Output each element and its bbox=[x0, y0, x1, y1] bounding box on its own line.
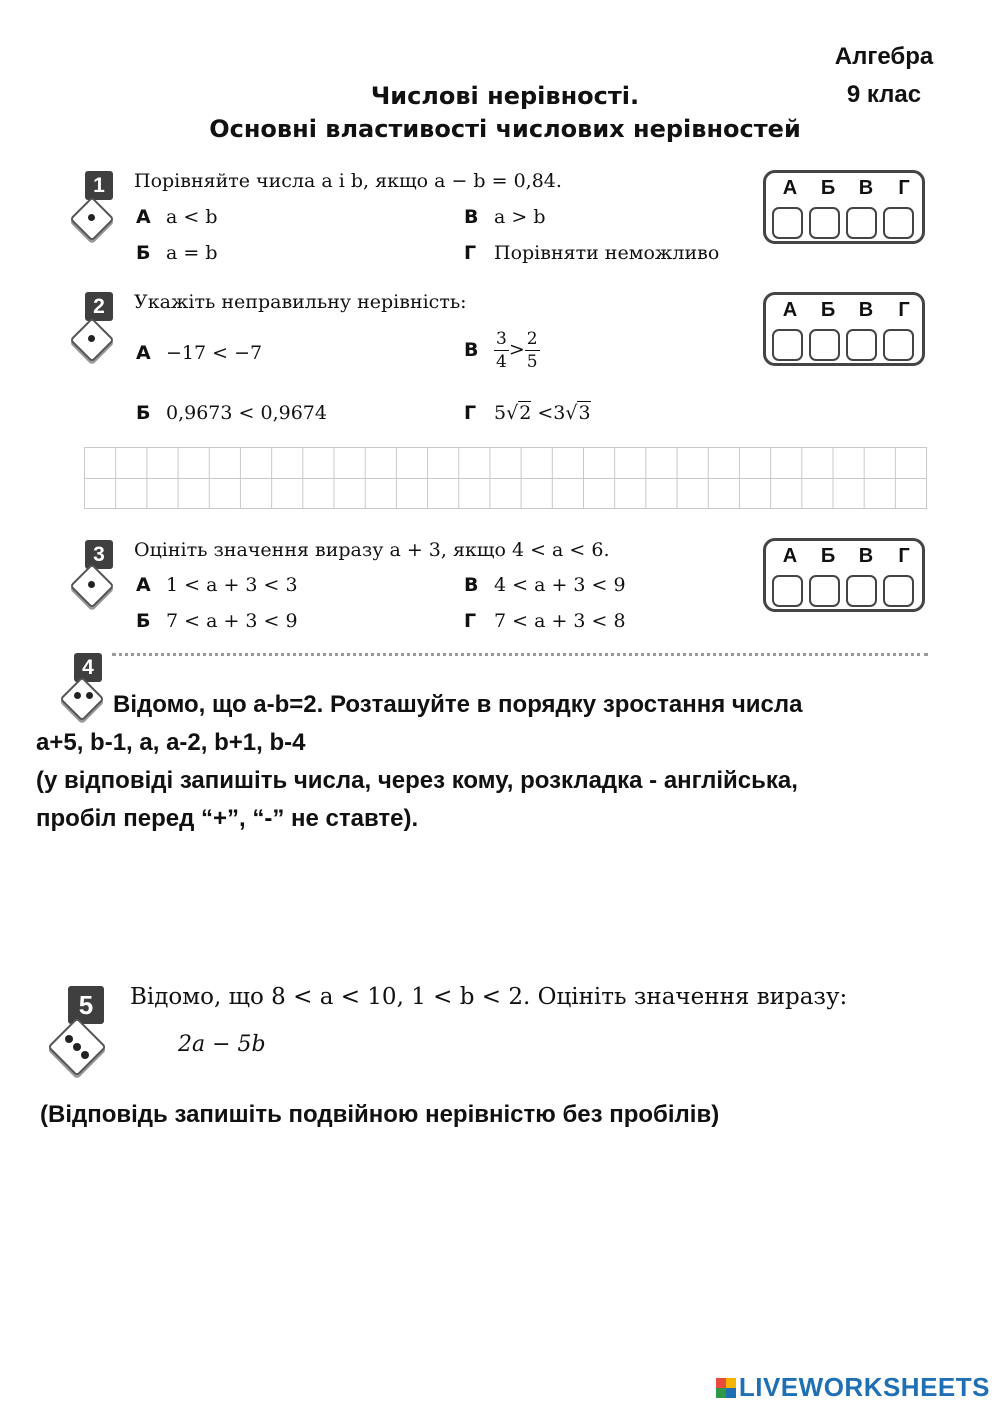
liveworksheets-logo bbox=[716, 1372, 990, 1403]
question-4-line-4: пробіл перед “+”, “-” не ставте). bbox=[36, 805, 419, 832]
q2-option-v bbox=[464, 328, 540, 373]
question-2-number: 2 bbox=[85, 292, 113, 321]
difficulty-pip bbox=[88, 214, 95, 221]
answer-letter-v: В bbox=[858, 177, 874, 199]
question-4-line-1: Відомо, що a-b=2. Розташуйте в порядку зростання числа bbox=[113, 691, 803, 718]
answer-box-2 bbox=[763, 292, 925, 366]
answer-letter-b: Б bbox=[820, 545, 836, 567]
answer-letter-a: А bbox=[782, 545, 798, 567]
answer-letter-b: Б bbox=[820, 177, 836, 199]
section-divider bbox=[112, 653, 928, 656]
answer-letter-a: А bbox=[782, 177, 798, 199]
root-coefficient: 3 bbox=[553, 402, 566, 424]
option-letter: А bbox=[136, 206, 151, 228]
answer-box-3 bbox=[763, 538, 925, 612]
option-text: a > b bbox=[494, 206, 546, 228]
option-letter: Г bbox=[464, 242, 477, 264]
relation-sign: > bbox=[508, 338, 525, 361]
answer-2-cell-g[interactable] bbox=[883, 329, 914, 361]
answer-box-1 bbox=[763, 170, 925, 244]
option-text: a = b bbox=[166, 242, 218, 264]
answer-letter-v: В bbox=[858, 545, 874, 567]
option-letter: В bbox=[464, 338, 479, 361]
option-letter: А bbox=[136, 342, 151, 364]
question-5-note: (Відповідь запишіть подвійною нерівністю без пробілів) bbox=[40, 1101, 720, 1128]
radicand: 3 bbox=[578, 402, 591, 424]
fraction-denominator: 5 bbox=[526, 352, 538, 372]
question-2-text: Укажіть неправильну нерівність: bbox=[134, 291, 467, 313]
answer-letter-v: В bbox=[858, 299, 874, 321]
fraction-numerator: 3 bbox=[496, 329, 507, 349]
difficulty-pip bbox=[74, 692, 81, 699]
fraction-numerator: 2 bbox=[526, 329, 538, 349]
answer-3-cell-g[interactable] bbox=[883, 575, 914, 607]
question-1-text: Порівняйте числа a і b, якщо a − b = 0,84. bbox=[134, 170, 562, 192]
answer-box-letters bbox=[774, 545, 920, 568]
fraction-denominator: 4 bbox=[496, 352, 507, 372]
q1-option-g bbox=[464, 240, 719, 266]
option-text: 7 < a + 3 < 9 bbox=[166, 610, 298, 632]
answer-letter-g: Г bbox=[898, 299, 910, 321]
root-coefficient: 5 bbox=[494, 402, 507, 424]
grade-label: 9 клас bbox=[846, 81, 922, 108]
option-text: 0,9673 < 0,9674 bbox=[166, 402, 327, 424]
title-line-2: Основні властивості числових нерівностей bbox=[209, 115, 801, 143]
option-letter: А bbox=[136, 574, 151, 596]
option-text: Порівняти неможливо bbox=[494, 242, 720, 264]
page-title bbox=[180, 80, 830, 146]
scratch-grid bbox=[84, 447, 927, 509]
q1-option-v bbox=[464, 204, 546, 230]
fraction-2 bbox=[525, 328, 540, 373]
answer-box-letters bbox=[774, 177, 920, 200]
answer-1-cell-v[interactable] bbox=[846, 207, 877, 239]
option-letter: В bbox=[464, 574, 479, 596]
answer-letter-g: Г bbox=[898, 545, 910, 567]
option-letter: В bbox=[464, 206, 479, 228]
difficulty-pip bbox=[73, 1043, 81, 1051]
q3-option-b bbox=[136, 608, 298, 634]
answer-2-cell-v[interactable] bbox=[846, 329, 877, 361]
option-text: a < b bbox=[166, 206, 218, 228]
answer-3-cell-b[interactable] bbox=[809, 575, 840, 607]
q3-option-a bbox=[136, 572, 298, 598]
option-text: 4 < a + 3 < 9 bbox=[494, 574, 626, 596]
answer-cells bbox=[772, 329, 914, 361]
question-4-number: 4 bbox=[74, 653, 102, 682]
subject-name: Алгебра bbox=[834, 43, 934, 70]
brand-logo-icon bbox=[716, 1378, 736, 1398]
option-letter: Б bbox=[136, 242, 151, 264]
question-3-text: Оцініть значення виразу a + 3, якщо 4 < a < 6. bbox=[134, 539, 610, 561]
radicand: 2 bbox=[519, 402, 532, 424]
brand-name: LIVEWORKSHEETS bbox=[738, 1372, 990, 1402]
difficulty-pip bbox=[81, 1051, 89, 1059]
q2-option-b bbox=[136, 400, 327, 426]
option-text: −17 < −7 bbox=[166, 342, 263, 364]
answer-2-cell-b[interactable] bbox=[809, 329, 840, 361]
q3-option-v bbox=[464, 572, 626, 598]
option-letter: Б bbox=[136, 610, 151, 632]
difficulty-pip bbox=[65, 1035, 73, 1043]
question-5-text: Відомо, що 8 < a < 10, 1 < b < 2. Оцініть значення виразу: bbox=[130, 984, 848, 1010]
answer-2-cell-a[interactable] bbox=[772, 329, 803, 361]
answer-letter-g: Г bbox=[898, 177, 910, 199]
option-letter: Б bbox=[136, 402, 151, 424]
question-1-number: 1 bbox=[85, 171, 113, 200]
answer-3-cell-a[interactable] bbox=[772, 575, 803, 607]
q2-option-a bbox=[136, 340, 262, 366]
option-text: 1 < a + 3 < 3 bbox=[166, 574, 298, 596]
question-3-number: 3 bbox=[85, 540, 113, 569]
answer-3-cell-v[interactable] bbox=[846, 575, 877, 607]
answer-letter-b: Б bbox=[820, 299, 836, 321]
option-letter: Г bbox=[464, 610, 477, 632]
question-4-line-3: (у відповіді запишіть числа, через кому, розкладка - англійська, bbox=[36, 767, 798, 794]
difficulty-pip bbox=[88, 335, 95, 342]
option-letter: Г bbox=[464, 402, 477, 424]
answer-1-cell-b[interactable] bbox=[809, 207, 840, 239]
difficulty-pip bbox=[88, 581, 95, 588]
q1-option-a bbox=[136, 204, 218, 230]
answer-letter-a: А bbox=[782, 299, 798, 321]
option-text: 7 < a + 3 < 8 bbox=[494, 610, 626, 632]
difficulty-2-dot-icon bbox=[59, 676, 104, 721]
relation-sign: < bbox=[537, 402, 554, 424]
answer-cells bbox=[772, 575, 914, 607]
answer-1-cell-g[interactable] bbox=[883, 207, 914, 239]
fraction-1 bbox=[494, 328, 509, 373]
question-5-number: 5 bbox=[68, 986, 104, 1024]
q1-option-b bbox=[136, 240, 218, 266]
q3-option-g bbox=[464, 608, 626, 634]
q2-option-g: Г 5√2 <3√3 bbox=[464, 402, 591, 424]
title-line-1: Числові нерівності. bbox=[370, 82, 640, 110]
answer-1-cell-a[interactable] bbox=[772, 207, 803, 239]
question-5-expression: 2a − 5b bbox=[178, 1032, 266, 1057]
question-4-line-2: a+5, b-1, a, a-2, b+1, b-4 bbox=[36, 729, 306, 756]
answer-cells bbox=[772, 207, 914, 239]
difficulty-pip bbox=[86, 692, 93, 699]
answer-box-letters bbox=[774, 299, 920, 322]
